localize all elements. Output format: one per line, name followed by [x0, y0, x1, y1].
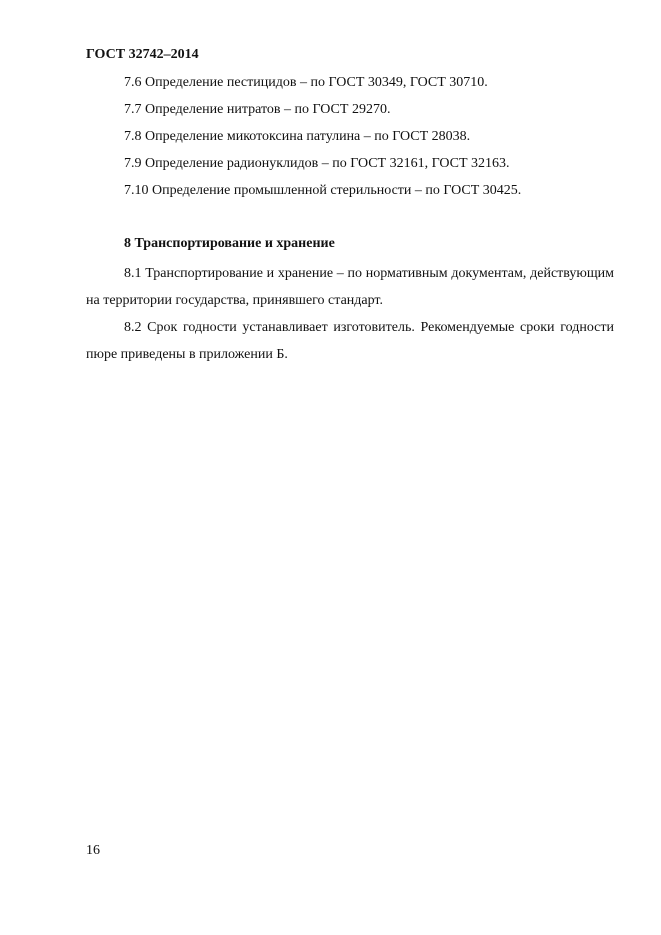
section-8-title: 8 Транспортирование и хранение: [124, 236, 335, 251]
list-item-7-6: 7.6 Определение пестицидов – по ГОСТ 30349, ГОСТ 30710.: [124, 75, 488, 90]
document-header: ГОСТ 32742–2014: [86, 47, 199, 62]
list-item-7-9: 7.9 Определение радионуклидов – по ГОСТ 32161, ГОСТ 32163.: [124, 156, 510, 171]
list-item-7-10: 7.10 Определение промышленной стерильности – по ГОСТ 30425.: [124, 183, 522, 198]
list-item-7-7: 7.7 Определение нитратов – по ГОСТ 29270.: [124, 102, 391, 117]
paragraph-8-2: 8.2 Срок годности устанавливает изготовитель. Рекомендуемые сроки годности пюре приведены в приложении Б.: [86, 320, 614, 362]
paragraph-8-1: 8.1 Транспортирование и хранение – по нормативным документам, действующим на территории государства, принявшего стандарт.: [86, 266, 614, 308]
list-item-7-8: 7.8 Определение микотоксина патулина – по ГОСТ 28038.: [124, 129, 471, 144]
page-number: 16: [86, 843, 100, 858]
